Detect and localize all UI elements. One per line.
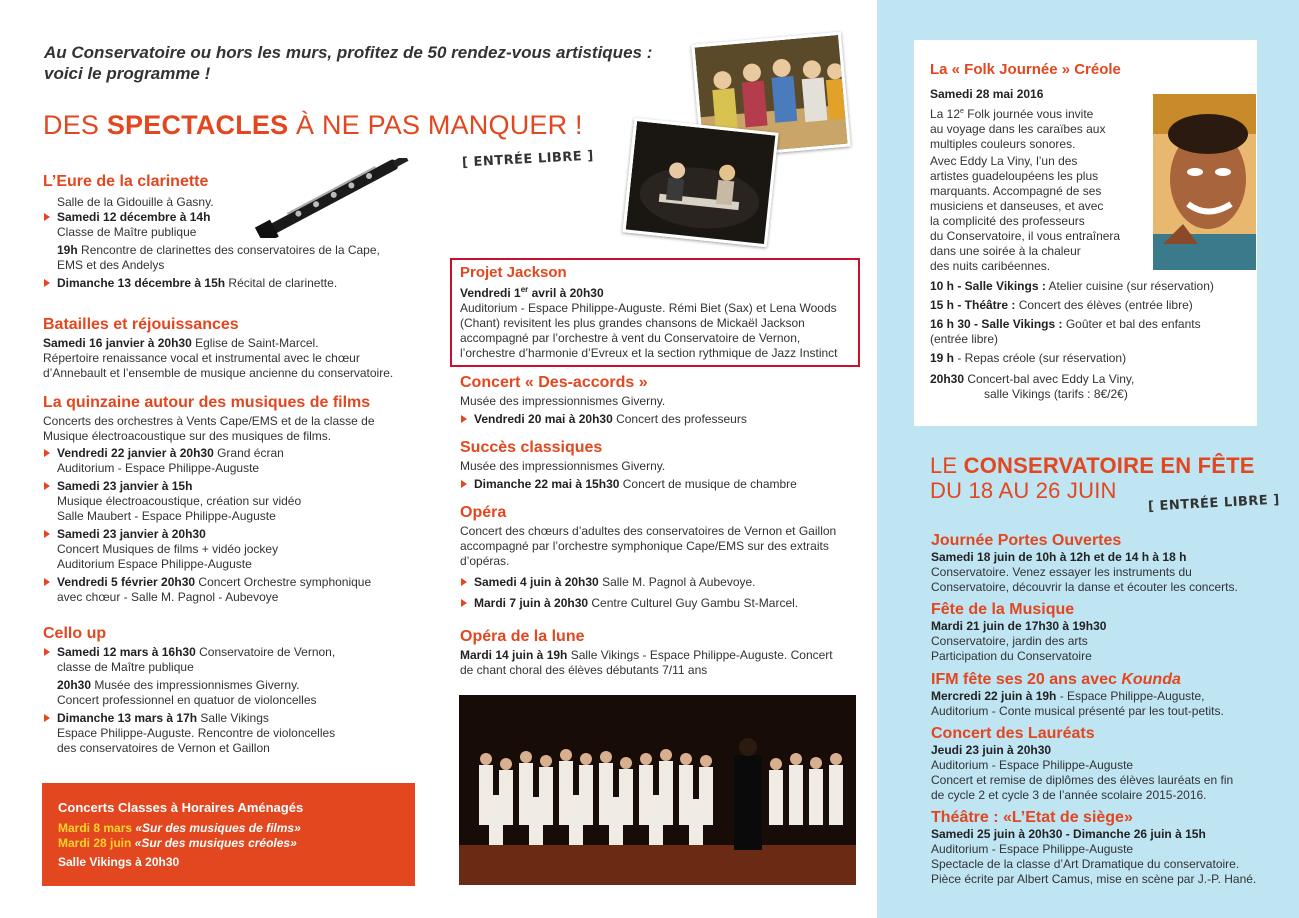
intro-text — [44, 42, 684, 84]
event-concert-laureats: Concert des Lauréats Jeudi 23 juin à 20h30 Auditorium - Espace Philippe-Auguste Concert et remise de diplômes des élèves lauréats en fin de cycle 2 et cycle 3 de l’année scolaire 2015-2016. — [931, 724, 1271, 803]
event-title: Concert « Des-accords » — [460, 374, 648, 391]
event-title: Fête de la Musique — [931, 601, 1075, 618]
event-eure-clarinette: L’Eure de la clarinette Salle de la Gidouille à Gasny. Samedi 12 décembre à 14h Classe de Maître publique 19h Rencontre de clarinettes des conservatoires de la Cape, EMS et des Andelys Dimanche 13 décembre à 15h Récital de clarinette. — [43, 172, 423, 291]
event-title: Concert des Lauréats — [931, 725, 1095, 742]
event-title: La « Folk Journée » Créole — [930, 61, 1121, 78]
piano-photo — [622, 118, 778, 248]
event-title: L’Eure de la clarinette — [43, 173, 209, 190]
entree-libre-badge: [ ENTRÉE LIBRE ] — [461, 148, 595, 171]
event-projet-jackson: Projet Jackson Vendredi 1er avril à 20h30 Auditorium - Espace Philippe-Auguste. Rémi Biet (Sax) et Lena Woods (Chant) revisitent les plus grandes chansons de Mickaël Jackson accompagné par l’orchestre à vent du Conservatoire de Vernon, l’orchestre d’harmonie d’Evreux et la section rythmique de Jazz Instinct — [460, 263, 858, 361]
event-title: Opéra de la lune — [460, 628, 585, 645]
event-des-accords: Concert « Des-accords » Musée des impressionnismes Giverny. Vendredi 20 mai à 20h30 Concert des professeurs — [460, 373, 858, 427]
event-batailles: Batailles et réjouissances Samedi 16 janvier à 20h30 Eglise de Saint-Marcel. Répertoire renaissance vocal et instrumental avec le chœur d’Annebault et l’ensemble de musique ancienne du conservatoire. — [43, 315, 423, 381]
event-succes-classiques: Succès classiques Musée des impressionnismes Giverny. Dimanche 22 mai à 15h30 Concert de musique de chambre — [460, 438, 858, 492]
cha-title: Concerts Classes à Horaires Aménagés — [58, 800, 304, 815]
event-title: Batailles et réjouissances — [43, 316, 239, 333]
event-venue: Salle de la Gidouille à Gasny. — [57, 195, 214, 209]
event-title: IFM fête ses 20 ans avec Kounda — [931, 671, 1181, 688]
event-portes-ouvertes: Journée Portes Ouvertes Samedi 18 juin de 10h à 12h et de 14 h à 18 h Conservatoire. Venez essayer les instruments du Conservatoire, découvrir la danse et écouter les concerts. — [931, 531, 1271, 595]
event-opera: Opéra Concert des chœurs d’adultes des conservatoires de Vernon et Gaillon accompagné par l’orchestre symphonique Cape/EMS sur des extraits d’opéras. Samedi 4 juin à 20h30 Salle M. Pagnol à Aubevoye. Mardi 7 juin à 20h30 Centre Culturel Guy Gambu St-Marcel. — [460, 503, 858, 611]
event-ifm-kounda: IFM fête ses 20 ans avec Kounda Mercredi 22 juin à 19h - Espace Philippe-Auguste, Auditorium - Conte musical présenté par les tout-petits. — [931, 670, 1271, 719]
cha-lines: Mardi 8 mars «Sur des musiques de films» Mardi 28 juin «Sur des musiques créoles» Salle Vikings à 20h30 — [58, 821, 301, 869]
intro-line-1: Au Conservatoire ou hors les murs, profitez de 50 rendez-vous artistiques : — [44, 43, 653, 62]
event-opera-lune: Opéra de la lune Mardi 14 juin à 19h Salle Vikings - Espace Philippe-Auguste. Concert de chant choral des élèves débutants 7/11 ans — [460, 627, 858, 678]
choir-photo — [459, 695, 856, 885]
event-cello-up: Cello up Samedi 12 mars à 16h30 Conservatoire de Vernon, classe de Maître publique 20h30 Musée des impressionnismes Giverny. Concert professionnel en quatuor de violoncelles Dimanche 13 mars à 17h Salle Vikings Espace Philippe-Auguste. Rencontre de violoncelles des conservatoires de Vernon et Gaillon — [43, 624, 423, 756]
conservatoire-fete-title: LE CONSERVATOIRE EN FÊTE DU 18 AU 26 JUIN — [930, 453, 1255, 503]
event-title: Théâtre : «L’Etat de siège» — [931, 809, 1133, 826]
event-title: Succès classiques — [460, 439, 603, 456]
intro-line-2: voici le programme ! — [44, 64, 211, 83]
eddy-la-viny-illustration — [1153, 94, 1256, 270]
event-title: La quinzaine autour des musiques de films — [43, 394, 371, 411]
event-quinzaine-films: La quinzaine autour des musiques de films Concerts des orchestres à Vents Cape/EMS et de la classe de Musique électroacoustique sur des musiques de films. Vendredi 22 janvier à 20h30 Grand écran Auditorium - Espace Philippe-Auguste Samedi 23 janvier à 15h Musique électroacoustique, création sur vidéo Salle Maubert - Espace Philippe-Auguste Samedi 23 janvier à 20h30 Concert Musiques de films + vidéo jockey Auditorium Espace Philippe-Auguste Vendredi 5 février 20h30 Concert Orchestre symphonique avec chœur - Salle M. Pagnol - Aubevoye — [43, 393, 423, 605]
event-title: Cello up — [43, 625, 107, 642]
event-title: Opéra — [460, 504, 507, 521]
event-title: Projet Jackson — [460, 264, 567, 281]
cha-box — [42, 783, 415, 886]
event-title: Journée Portes Ouvertes — [931, 532, 1122, 549]
entree-libre-badge-2: [ ENTRÉE LIBRE ] — [1147, 492, 1281, 515]
event-theatre-etat-siege: Théâtre : «L’Etat de siège» Samedi 25 juin à 20h30 - Dimanche 26 juin à 15h Auditorium - Espace Philippe-Auguste Spectacle de la classe d’Art Dramatique du conservatoire. Pièce écrite par Albert Camus, mise en scène par J.-P. Hané. — [931, 808, 1276, 887]
event-fete-musique: Fête de la Musique Mardi 21 juin de 17h30 à 19h30 Conservatoire, jardin des arts Participation du Conservatoire — [931, 600, 1271, 664]
spectacles-title: DES SPECTACLES À NE PAS MANQUER ! — [43, 110, 583, 140]
event-folk-creole: La « Folk Journée » Créole Samedi 28 mai 2016 La 12e Folk journée vous invite au voyage dans les caraïbes aux multiples couleurs sonores. Avec Eddy La Viny, l’un des artistes guadeloupéens les plus marquants. Accompagné de ses musiciens et danseuses, et avec la complicité des professeurs du Conservatoire, il vous entraînera dans une soirée à la chaleur des nuits caribéennes. 10 h - Salle Vikings : Atelier cuisine (sur réservation) 15 h - Théâtre : Concert des élèves (entrée libre) 16 h 30 - Salle Vikings : Goûter et bal des enfants (entrée libre) 19 h - Repas créole (sur réservation) 20h30 Concert-bal avec Eddy La Viny, salle Vikings (tarifs : 8€/2€) — [930, 60, 1250, 402]
